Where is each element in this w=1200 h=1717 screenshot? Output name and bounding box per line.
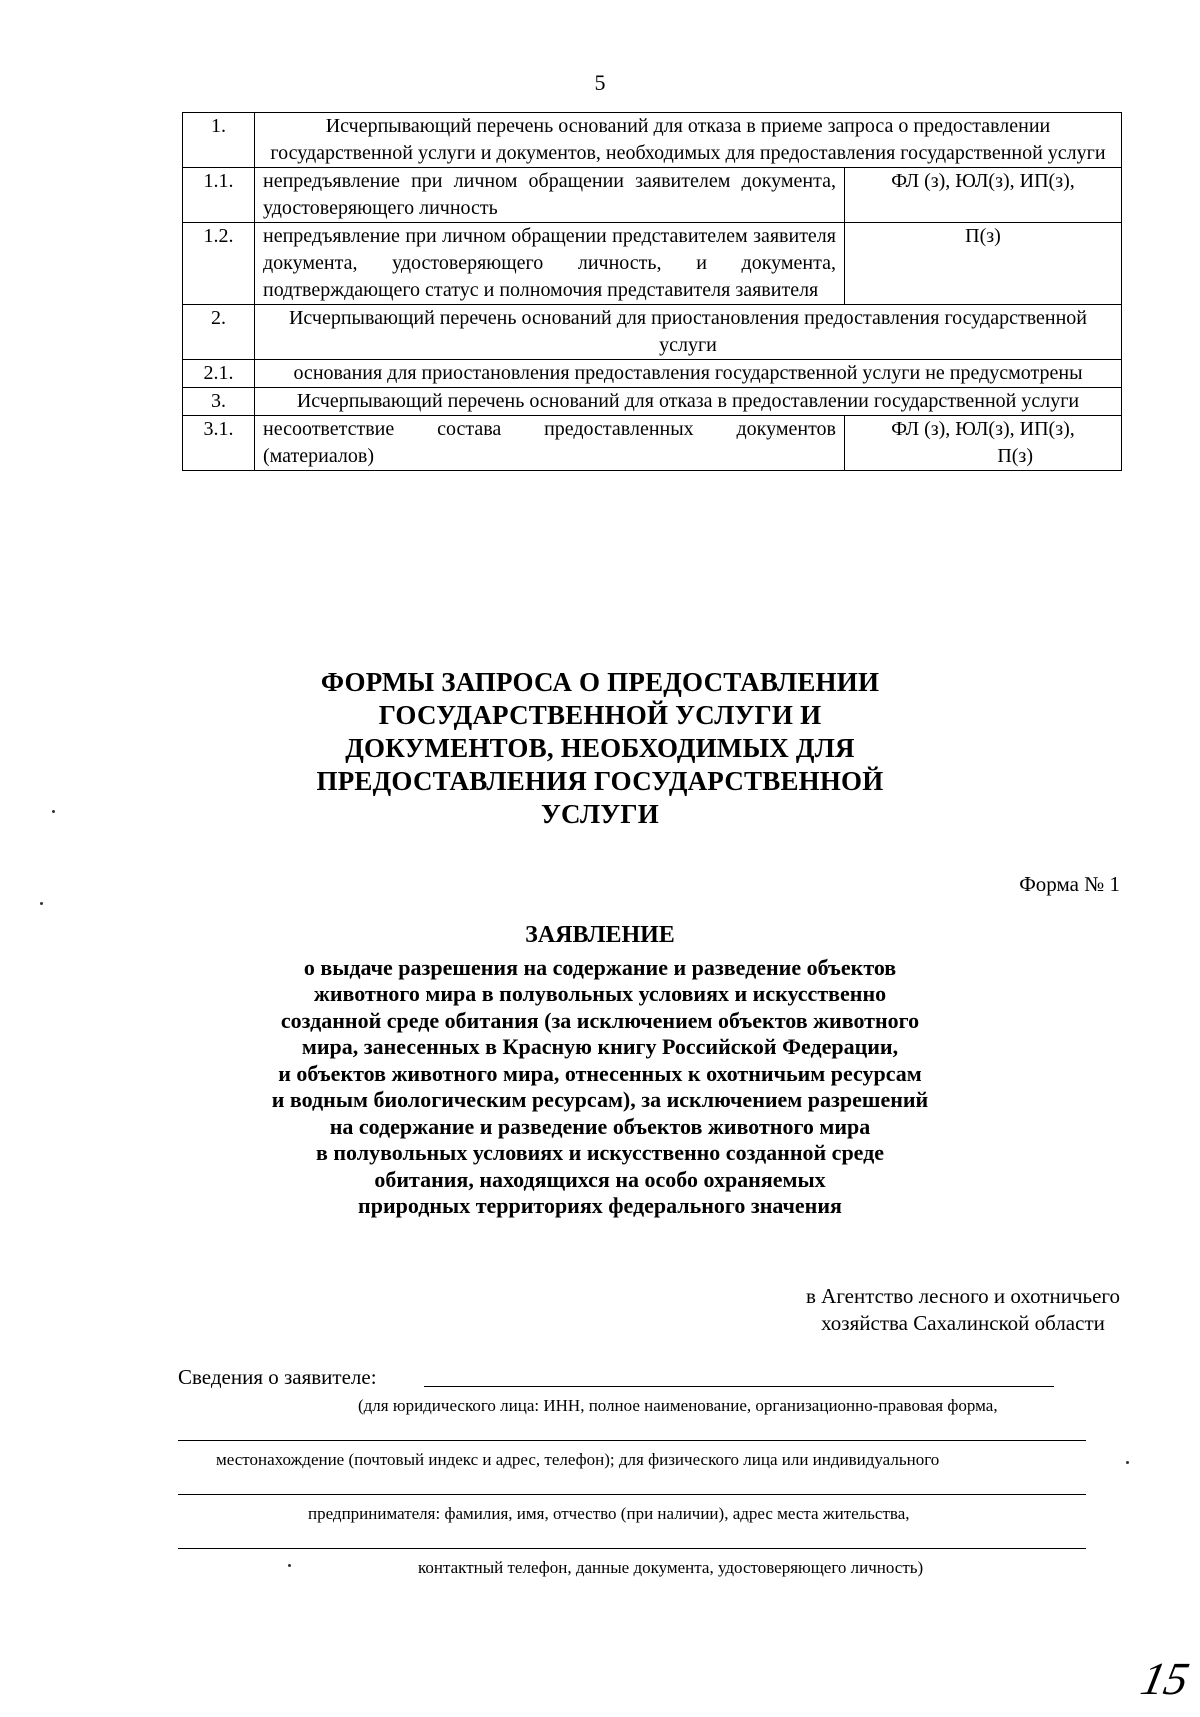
addressee-line: хозяйства Сахалинской области xyxy=(821,1311,1105,1335)
applicant-types-line: П(з) xyxy=(997,445,1033,467)
table-row xyxy=(183,388,1122,416)
application-title-line: природных территориях федерального значения xyxy=(358,1193,842,1218)
table-row xyxy=(183,113,1122,168)
row-description: непредъявление при личном обращении заявителем документа, удостоверяющего личность xyxy=(255,168,845,223)
row-number: 1.1. xyxy=(183,168,255,223)
application-title-line: созданной среде обитания (за исключением объектов животного xyxy=(280,1007,920,1033)
handwritten-page-number: 15 xyxy=(1136,1653,1194,1704)
application-title-line: животного мира в полувольных условиях и искусственно xyxy=(313,981,887,1006)
table-row xyxy=(183,416,1122,471)
application-title-line: мира, занесенных в Красную книгу Российской Федерации, xyxy=(301,1034,899,1059)
section-title-line: УСЛУГИ xyxy=(541,799,659,829)
row-applicant-types: П(з) xyxy=(845,223,1122,305)
application-title-line: и объектов животного мира, отнесенных к охотничьим ресурсам xyxy=(278,1060,922,1086)
table-row xyxy=(183,305,1122,360)
row-number: 3.1. xyxy=(183,416,255,471)
row-description: Исчерпывающий перечень оснований для отказа в предоставлении государственной услуги xyxy=(255,388,1122,416)
grounds-table xyxy=(182,112,1122,471)
row-description: Исчерпывающий перечень оснований для отказа в приеме запроса о предоставлении государственной услуги и документов, необходимых для предоставления государственной услуги xyxy=(255,113,1122,168)
table-row xyxy=(183,360,1122,388)
addressee-line: в Агентство лесного и охотничьего xyxy=(806,1284,1120,1308)
page-number: 5 xyxy=(594,70,606,95)
applicant-input-line[interactable] xyxy=(178,1548,1086,1549)
applicant-label: Сведения о заявителе: xyxy=(178,1365,377,1389)
applicant-hint: предпринимателя: фамилия, имя, отчество (при наличии), адрес места жительства, xyxy=(308,1504,910,1523)
scan-speck xyxy=(1126,1461,1129,1464)
applicant-hint: (для юридического лица: ИНН, полное наименование, организационно-правовая форма, xyxy=(358,1396,998,1415)
application-title-line: в полувольных условиях и искусственно созданной среде xyxy=(315,1140,885,1165)
application-title-line: и водным биологическим ресурсам), за исключением разрешений xyxy=(271,1087,929,1112)
application-title xyxy=(0,922,1200,1220)
scan-speck xyxy=(52,810,55,813)
applicant-input-line[interactable] xyxy=(178,1494,1086,1495)
section-title-line: ГОСУДАРСТВЕННОЙ УСЛУГИ И xyxy=(378,700,822,730)
section-title-line: ПРЕДОСТАВЛЕНИЯ ГОСУДАРСТВЕННОЙ xyxy=(316,766,884,796)
application-heading: ЗАЯВЛЕНИЕ xyxy=(525,922,675,948)
row-description: основания для приостановления предоставления государственной услуги не предусмотрены xyxy=(255,360,1122,388)
section-title-line: ФОРМЫ ЗАПРОСА О ПРЕДОСТАВЛЕНИИ xyxy=(320,667,880,697)
form-label: Форма № 1 xyxy=(1019,872,1120,896)
table-row xyxy=(183,223,1122,305)
applicant-types-line: ФЛ (з), ЮЛ(з), ИП(з), xyxy=(891,418,1075,440)
application-title-line: обитания, находящихся на особо охраняемых xyxy=(374,1166,826,1192)
row-number: 2. xyxy=(183,305,255,360)
row-number: 1.2. xyxy=(183,223,255,305)
addressee xyxy=(806,1283,1120,1337)
applicant-hint: контактный телефон, данные документа, удостоверяющего личность) xyxy=(418,1558,924,1577)
section-title-line: ДОКУМЕНТОВ, НЕОБХОДИМЫХ ДЛЯ xyxy=(345,733,855,763)
scan-speck xyxy=(288,1564,291,1567)
row-number: 3. xyxy=(183,388,255,416)
application-title-line: на содержание и разведение объектов животного мира xyxy=(329,1113,871,1139)
row-number: 2.1. xyxy=(183,360,255,388)
table-row xyxy=(183,168,1122,223)
row-description: несоответствие состава предоставленных документов (материалов) xyxy=(255,416,845,471)
row-description: Исчерпывающий перечень оснований для приостановления предоставления государственной услуги xyxy=(255,305,1122,360)
row-applicant-types: ФЛ (з), ЮЛ(з), ИП(з), xyxy=(845,168,1122,223)
section-title xyxy=(0,666,1200,831)
row-applicant-types xyxy=(845,416,1122,471)
applicant-input-line[interactable] xyxy=(178,1440,1086,1441)
applicant-hint: местонахождение (почтовый индекс и адрес, телефон); для физического лица или индивидуального xyxy=(216,1450,940,1469)
application-title-line: о выдаче разрешения на содержание и разведение объектов xyxy=(303,954,897,980)
scan-speck xyxy=(40,902,43,905)
applicant-input-line[interactable] xyxy=(424,1386,1054,1387)
row-number: 1. xyxy=(183,113,255,168)
row-description: непредъявление при личном обращении представителем заявителя документа, удостоверяющего личность, и документа, подтверждающего статус и полномочия представителя заявителя xyxy=(255,223,845,305)
